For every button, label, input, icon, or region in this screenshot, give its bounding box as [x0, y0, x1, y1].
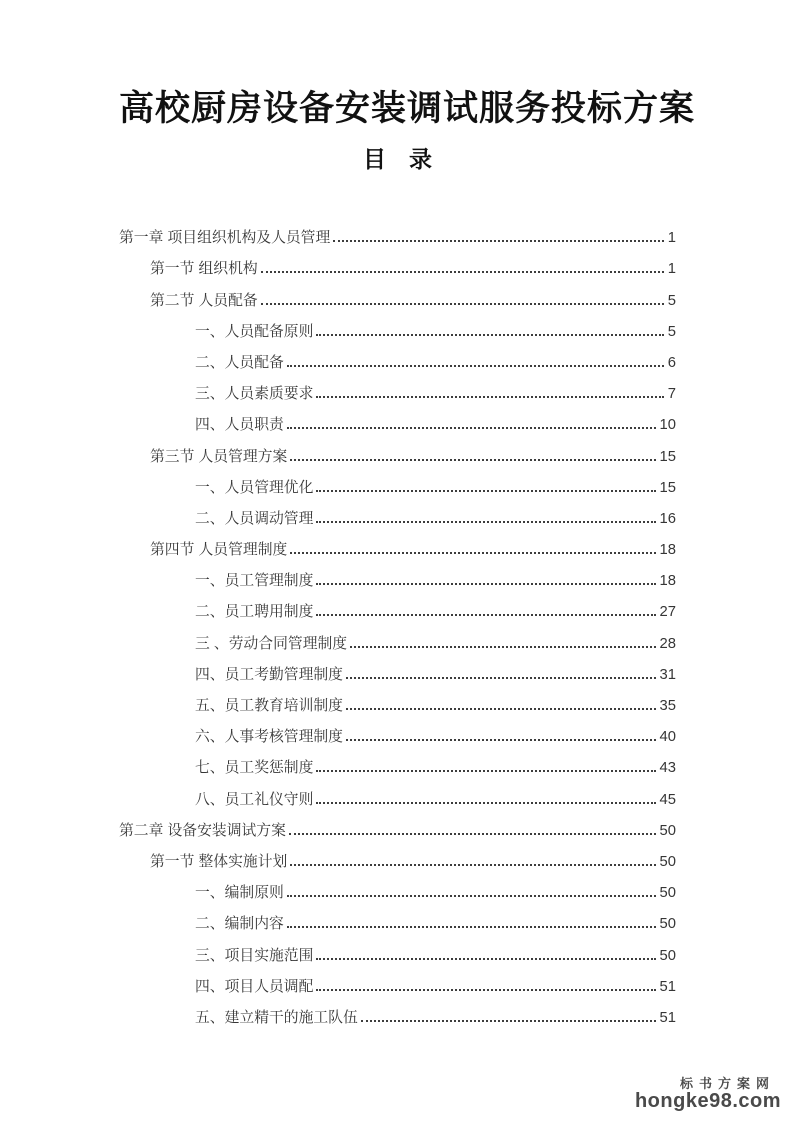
toc-entry-page: 50 — [659, 916, 676, 933]
toc-entry[interactable] — [119, 468, 676, 499]
toc-entry-label: 一、员工管理制度 — [195, 573, 314, 590]
toc-leader-dots — [316, 802, 655, 804]
toc-entry-label: 第一节 整体实施计划 — [150, 853, 288, 870]
toc-entry[interactable] — [119, 842, 676, 873]
toc-entry-page: 31 — [659, 666, 676, 683]
toc-entry-page: 7 — [667, 386, 676, 403]
toc-leader-dots — [316, 989, 655, 991]
toc-leader-dots — [346, 677, 656, 679]
toc-leader-dots — [316, 490, 655, 492]
toc-entry-page: 10 — [659, 417, 676, 434]
toc-leader-dots — [316, 521, 655, 523]
toc-entry-page: 5 — [667, 323, 676, 340]
toc-entry-label: 四、项目人员调配 — [195, 978, 314, 995]
toc-entry-page: 6 — [667, 354, 676, 371]
document-title: 高校厨房设备安装调试服务投标方案 — [119, 89, 696, 128]
toc-leader-dots — [316, 958, 655, 960]
toc-entry-label: 五、建立精干的施工队伍 — [195, 1009, 358, 1026]
toc-entry[interactable] — [119, 249, 676, 280]
toc-entry-page: 50 — [659, 885, 676, 902]
toc-leader-dots — [261, 271, 664, 273]
toc-entry-page: 27 — [659, 604, 676, 621]
toc-leader-dots — [261, 303, 664, 305]
toc-entry[interactable] — [119, 218, 676, 249]
toc-leader-dots — [350, 646, 655, 648]
toc-entry-page: 43 — [659, 760, 676, 777]
toc-entry[interactable] — [119, 873, 676, 904]
toc-entry-label: 二、人员调动管理 — [195, 510, 314, 527]
toc-entry-label: 四、人员职责 — [195, 417, 284, 434]
toc-leader-dots — [290, 552, 655, 554]
toc-entry-page: 16 — [659, 510, 676, 527]
toc-entry[interactable] — [119, 967, 676, 998]
toc-leader-dots — [316, 396, 663, 398]
toc-leader-dots — [290, 459, 655, 461]
toc-entry-label: 五、员工教育培训制度 — [195, 698, 343, 714]
toc-entry-page: 50 — [659, 822, 676, 839]
toc-entry-label: 第四节 人员管理制度 — [150, 542, 288, 559]
toc-entry-label: 三 、劳动合同管理制度 — [195, 635, 348, 652]
toc-leader-dots — [346, 739, 656, 741]
toc-entry[interactable] — [119, 436, 676, 467]
watermark-site-name: 标书方案网 — [679, 1076, 775, 1092]
toc-entry[interactable] — [119, 998, 676, 1029]
toc-entry[interactable] — [119, 343, 676, 374]
watermark-site-url: hongke98.com — [634, 1090, 781, 1112]
toc-entry[interactable] — [119, 904, 676, 935]
toc-entry-page: 35 — [659, 698, 676, 714]
toc-entry-page: 40 — [659, 729, 676, 746]
toc-entry-label: 二、员工聘用制度 — [195, 604, 314, 621]
toc-leader-dots — [290, 864, 655, 866]
toc-entry-label: 第一章 项目组织机构及人员管理 — [119, 230, 331, 247]
toc-entry-label: 三、项目实施范围 — [195, 947, 314, 964]
toc-leader-dots — [287, 926, 656, 928]
toc-entry-page: 5 — [667, 292, 676, 309]
toc-leader-dots — [316, 614, 655, 616]
toc-entry[interactable] — [119, 717, 676, 748]
toc-entry-label: 第二章 设备安装调试方案 — [119, 822, 286, 839]
toc-entry-page: 1 — [667, 230, 676, 247]
toc-entry[interactable] — [119, 779, 676, 810]
toc-entry-page: 18 — [659, 542, 676, 559]
toc-entry-page: 15 — [659, 479, 676, 496]
toc-heading: 目 录 — [363, 146, 432, 172]
toc-leader-dots — [287, 895, 656, 897]
toc-entry[interactable] — [119, 623, 676, 654]
toc-entry-label: 八、员工礼仪守则 — [195, 791, 314, 808]
table-of-contents — [119, 218, 676, 1029]
toc-entry[interactable] — [119, 935, 676, 966]
toc-entry[interactable] — [119, 374, 676, 405]
toc-entry-label: 二、人员配备 — [195, 354, 284, 371]
toc-entry[interactable] — [119, 530, 676, 561]
toc-entry-label: 六、人事考核管理制度 — [195, 729, 343, 746]
watermark — [635, 1077, 781, 1112]
toc-entry-page: 50 — [659, 947, 676, 964]
toc-leader-dots — [316, 770, 655, 772]
toc-entry-label: 一、人员配备原则 — [195, 323, 314, 340]
toc-entry-label: 二、编制内容 — [195, 916, 284, 933]
toc-leader-dots — [316, 334, 663, 336]
toc-entry-label: 第二节 人员配备 — [150, 292, 258, 309]
toc-entry-label: 一、编制原则 — [195, 885, 284, 902]
toc-entry[interactable] — [119, 655, 676, 686]
toc-entry-label: 第三节 人员管理方案 — [150, 448, 288, 465]
toc-entry-label: 七、员工奖惩制度 — [195, 760, 314, 777]
toc-entry-page: 18 — [659, 573, 676, 590]
toc-entry-page: 51 — [659, 978, 676, 995]
toc-leader-dots — [346, 708, 656, 710]
toc-entry[interactable] — [119, 405, 676, 436]
toc-leader-dots — [333, 240, 663, 242]
toc-entry[interactable] — [119, 280, 676, 311]
toc-entry-page: 28 — [659, 635, 676, 652]
toc-leader-dots — [287, 365, 664, 367]
toc-entry-label: 三、人员素质要求 — [195, 386, 314, 403]
toc-entry-label: 一、人员管理优化 — [195, 479, 314, 496]
toc-entry[interactable] — [119, 499, 676, 530]
toc-leader-dots — [287, 427, 656, 429]
toc-entry[interactable] — [119, 561, 676, 592]
toc-leader-dots — [361, 1020, 656, 1022]
toc-entry-page: 51 — [659, 1009, 676, 1026]
toc-leader-dots — [316, 583, 655, 585]
toc-entry[interactable] — [119, 686, 676, 717]
toc-entry-label: 第一节 组织机构 — [150, 261, 258, 278]
toc-entry[interactable] — [119, 748, 676, 779]
toc-leader-dots — [289, 833, 656, 835]
toc-entry[interactable] — [119, 312, 676, 343]
toc-entry-label: 四、员工考勤管理制度 — [195, 666, 343, 683]
toc-entry-page: 50 — [659, 853, 676, 870]
toc-entry[interactable] — [119, 811, 676, 842]
toc-entry-page: 15 — [659, 448, 676, 465]
toc-entry-page: 45 — [659, 791, 676, 808]
toc-entry[interactable] — [119, 592, 676, 623]
toc-entry-page: 1 — [667, 261, 676, 278]
